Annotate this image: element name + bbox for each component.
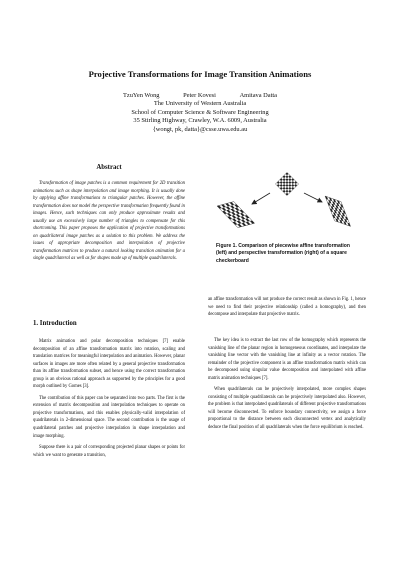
- arrow-to-affine: [252, 193, 270, 204]
- affiliation-school: School of Computer Science & Software Engineering: [131, 108, 269, 116]
- intro-column-right-continuation: [208, 296, 366, 323]
- body-paragraph: an affine transformation will not produce the correct result as shown in Fig. 1, hence we need to find their projective relationship (called a homography), and then decompose and interpolate that projective matrix.: [208, 297, 366, 318]
- affiliation-address: 35 Stirling Highway, Crawley, W.A. 6009, Australia: [133, 117, 267, 125]
- arrow-to-perspective: [304, 193, 322, 202]
- author-block: [20, 92, 380, 134]
- author-email: {wongt, pk, datta}@csse.uwa.edu.au: [152, 125, 248, 133]
- author-name: Amitava Datta: [239, 92, 278, 99]
- affine-checkerboard: [217, 202, 255, 228]
- body-paragraph: The key idea is to extract the last row of the homography which represents the vanishing line of the planar region in homogeneous coordinates, and interpolate the vanishing line vector with the vanishing line at infinity as a vector rotation. The remainder of the projective component is an affine transformation matrix which can be decomposed using singular value decomposition and interpolated with affine matrix animation techniques [7].: [208, 338, 366, 381]
- author-names: [20, 92, 380, 100]
- body-paragraph: When quadrilaterals can be projectively interpolated, more complex shapes consisting of multiple quadrilaterals can be projectively interpolated also. However, the problem is that interpolated quadrilaterals of different projective transformations will become disconnected. To enforce boundary connectivity, we assign a force proportional to the distance between each disconnected vertex and analytically deduce the final position of all quadrilaterals when the force equilibrium is reached.: [208, 387, 366, 431]
- perspective-checkerboard: [325, 196, 351, 226]
- intro-column-right: [208, 337, 366, 436]
- body-paragraph: Matrix animation and polar decomposition techniques [7] enable decomposition of an affine transformation matrix into rotation, scaling and translation matrices for meaningful interpolation and animation. However, planar surfaces in images are more often related by a general projective transformation than its affine transformation subset, and hence using the correct transformation group is an obvious rational approach as supported by the principles for a good morph outlined by Gomes [3].: [33, 339, 185, 390]
- abstract-text: Transformation of image patches is a common requirement for 2D transition animations such as shape interpolation and image morphing. It is usually done by applying affine transformations to triangular patches. However, the affine transformation does not model the perspective transformation frequently found in images. Hence, such techniques can only produce approximate results and usually use an excessively large number of triangles to compensate for this shortcoming. This paper proposes the application of projective transformations on quadrilateral image patches as a solution to this problem. We address the issues of appropriate decomposition and interpolation of projective transformation matrices to produce a natural looking transition animation for a single quadrilateral as well as for shapes made up of multiple quadrilaterals.: [33, 181, 185, 262]
- intro-column-left: [33, 338, 185, 463]
- paper-title: Projective Transformations for Image Transition Animations: [88, 69, 312, 79]
- section-heading-introduction: 1. Introduction: [33, 320, 77, 327]
- author-name: TzuYen Wong: [122, 92, 160, 99]
- body-paragraph: Suppose there is a pair of corresponding projected planar shapes or points for which we want to generate a transition,: [33, 445, 185, 458]
- author-name: Peter Kovesi: [183, 92, 216, 99]
- figure-checkerboard-comparison: [208, 166, 366, 238]
- abstract-heading: Abstract: [96, 164, 122, 171]
- figure-caption: Figure 1. Comparison of piecewise affine transformation (left) and perspective transformation (right) of a square checkerboard: [216, 243, 350, 264]
- source-checkerboard: [275, 172, 298, 195]
- body-paragraph: The contribution of this paper can be separated into two parts. The first is the extension of matrix decomposition and interpolation techniques to operate on projective transformations, and this enables physically-valid interpolation of quadrilaterals in 2-dimensional space. The second contribution is the usage of quadrilateral patches and projective interpolation in shape interpolation and image morphing.: [33, 395, 185, 439]
- affiliation-university: The University of Western Australia: [153, 100, 247, 108]
